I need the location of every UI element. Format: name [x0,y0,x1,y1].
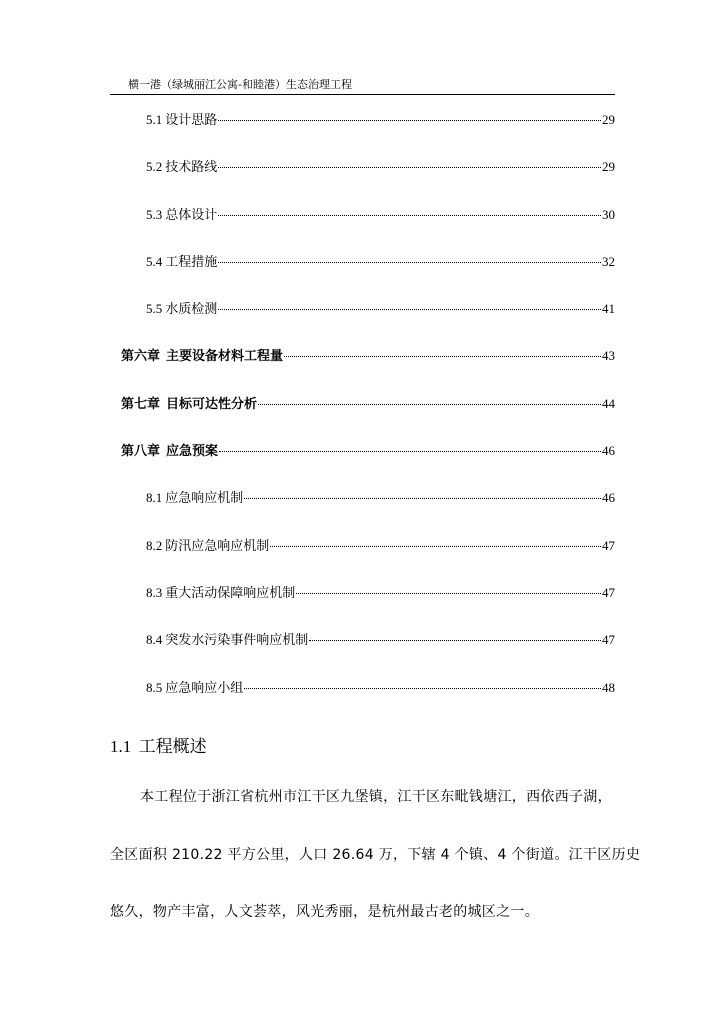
toc-title: 防汛应急响应机制 [165,539,270,554]
section-number: 1.1 [110,737,132,756]
header-title: 横一港（绿城丽江公寓-和睦港）生态治理工程 [128,78,352,91]
toc-title: 重大活动保障响应机制 [165,586,296,601]
toc-entry[interactable] [146,678,615,698]
toc-title: 应急响应小组 [165,681,244,696]
toc-title: 应急预案 [166,444,219,459]
toc-leader [244,688,601,689]
toc-title: 应急响应机制 [165,491,244,506]
toc-entry[interactable] [146,157,615,177]
toc-entry[interactable] [146,205,615,225]
toc-title: 主要设备材料工程量 [166,349,284,364]
toc-leader [218,262,601,263]
toc-page: 46 [602,443,615,458]
toc-leader [270,546,601,547]
toc-leader [218,120,601,121]
toc-entry[interactable] [146,299,615,319]
toc-entry[interactable] [146,583,615,603]
toc-chapter-entry[interactable] [121,346,615,366]
toc-entry[interactable] [146,110,615,130]
section-heading [110,735,207,759]
toc-number: 8.1 [146,490,163,505]
toc-leader [258,404,601,405]
toc-title: 突发水污染事件响应机制 [165,633,309,648]
toc-leader [244,498,601,499]
toc-leader [284,356,601,357]
toc-number: 5.5 [146,301,163,316]
toc-leader [296,593,601,594]
toc-entry[interactable] [146,252,615,272]
toc-number: 8.4 [146,632,163,647]
toc-title: 工程措施 [165,255,218,270]
toc-number: 5.4 [146,254,163,269]
toc-chapter-entry[interactable] [121,394,615,414]
toc-page: 44 [602,396,615,411]
toc-entry[interactable] [146,630,615,650]
toc-leader [309,640,601,641]
toc-number: 第六章 [121,349,161,364]
toc-number: 第七章 [121,397,161,412]
toc-page: 43 [602,348,615,363]
toc-leader [218,215,601,216]
toc-leader [218,167,601,168]
paragraph-line: 悠久，物产丰富，人文荟萃，风光秀丽，是杭州最古老的城区之一。 [110,904,539,920]
section-title: 工程概述 [138,737,207,757]
toc-page: 29 [602,159,615,174]
toc-title: 技术路线 [165,160,218,175]
toc-page: 41 [602,301,615,316]
paragraph-line: 全区面积 210.22 平方公里，人口 26.64 万，下辖 4 个镇、4 个街道。江干区历史 [110,847,641,863]
toc-number: 5.1 [146,112,163,127]
toc-number: 5.3 [146,207,163,222]
toc-page: 48 [602,680,615,695]
toc-title: 设计思路 [165,113,218,128]
toc-title: 总体设计 [165,208,218,223]
toc-leader [218,309,601,310]
toc-number: 8.2 [146,538,163,553]
toc-title: 水质检测 [165,302,218,317]
toc-page: 46 [602,490,615,505]
toc-number: 8.3 [146,585,163,600]
toc-number: 5.2 [146,159,163,174]
toc-page: 47 [602,632,615,647]
toc-page: 30 [602,207,615,222]
toc-title: 目标可达性分析 [166,397,258,412]
toc-page: 29 [602,112,615,127]
toc-page: 47 [602,585,615,600]
toc-page: 32 [602,254,615,269]
paragraph-line: 本工程位于浙江省杭州市江干区九堡镇，江干区东毗钱塘江，西依西子湖， [140,789,612,805]
toc-chapter-entry[interactable] [121,441,615,461]
toc-entry[interactable] [146,488,615,508]
toc-page: 47 [602,538,615,553]
toc-number: 第八章 [121,444,161,459]
toc-number: 8.5 [146,680,163,695]
page-header [110,78,615,95]
toc-leader [219,451,601,452]
toc-entry[interactable] [146,536,615,556]
